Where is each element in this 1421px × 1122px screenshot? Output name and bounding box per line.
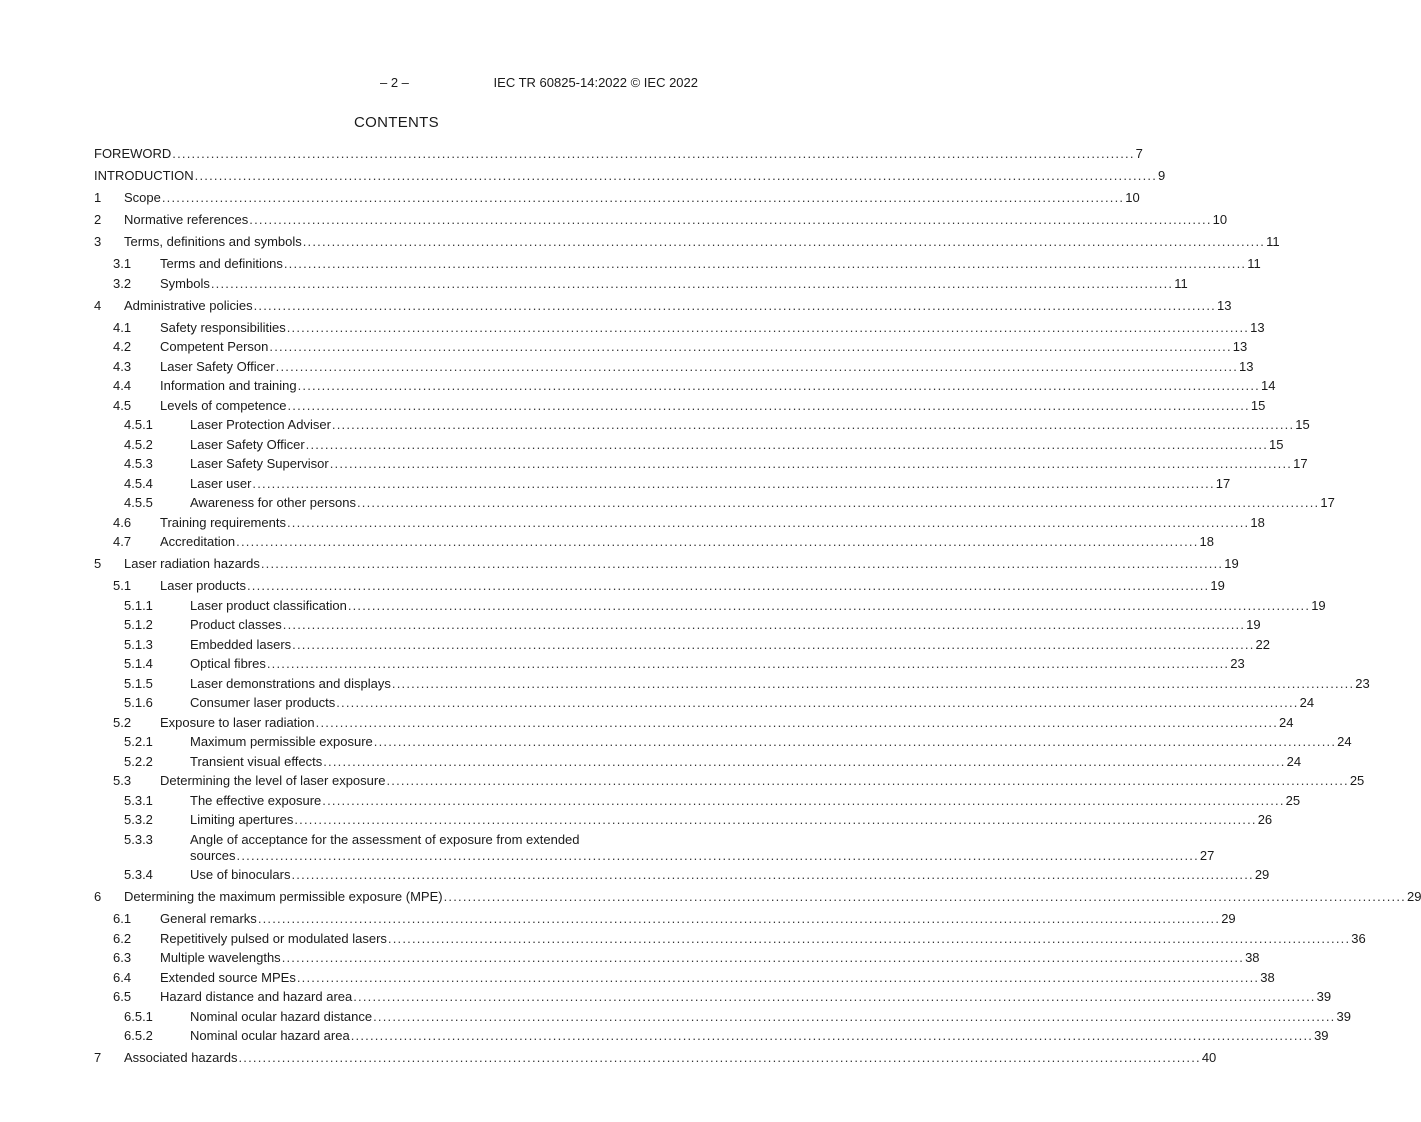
toc-entry-number: 4.5.4 — [124, 475, 153, 491]
toc-entry-title: Symbols — [160, 275, 210, 291]
toc-entry-title: Exposure to laser radiation — [160, 714, 315, 730]
toc-entry-number: 4.5 — [113, 397, 132, 413]
toc-leader-dots: ........................................................................................................................................................................................................ — [275, 358, 1239, 374]
toc-entry-number: 3 — [94, 234, 102, 249]
toc-entry-title: Laser Safety Officer — [160, 358, 275, 374]
toc-entry-title: Limiting apertures — [190, 812, 294, 827]
toc-entry-page: 19 — [1311, 597, 1326, 613]
toc-entry-number: 5.1.5 — [124, 675, 153, 691]
toc-entry-page: 39 — [1316, 989, 1332, 1004]
toc-entry-page: 17 — [1320, 495, 1335, 510]
toc-entry-page: 11 — [1247, 256, 1261, 271]
toc-entry-number: 5.2 — [113, 714, 132, 730]
toc-leader-dots: ........................................................................................................................................................................................................ — [249, 212, 1212, 227]
toc-leader-dots: ........................................................................................................................................................................................................ — [302, 234, 1266, 249]
toc-entry-page: 39 — [1314, 1028, 1329, 1043]
toc-entry-title: Accreditation — [160, 534, 236, 549]
toc-entry-page: 7 — [1135, 146, 1143, 161]
toc-entry-number: 5.1.3 — [124, 636, 153, 652]
toc-leader-dots: ........................................................................................................................................................................................................ — [260, 556, 1224, 571]
toc-leader-dots: ........................................................................................................................................................................................................ — [353, 989, 1316, 1004]
page-title: CONTENTS — [354, 114, 439, 131]
toc-entry-page: 14 — [1260, 378, 1276, 393]
toc-leader-dots: ........................................................................................................................................................................................................ — [172, 146, 1135, 161]
toc-entry-page: 19 — [1224, 556, 1239, 571]
toc-entry-number: 5.3.4 — [124, 867, 153, 882]
toc-entry-number: 4.6 — [113, 514, 132, 530]
toc-entry-number: 6.1 — [113, 911, 132, 926]
toc-entry-title: Laser product classification — [190, 597, 347, 613]
toc-leader-dots: ........................................................................................................................................................................................................ — [161, 190, 1125, 205]
toc-leader-dots: ........................................................................................................................................................................................................ — [286, 514, 1250, 530]
toc-entry-number: 4.3 — [113, 358, 132, 374]
toc-entry-title: Embedded lasers — [190, 636, 292, 652]
toc-leader-dots: ........................................................................................................................................................................................................ — [336, 695, 1299, 710]
toc-entry-page: 27 — [1199, 847, 1215, 863]
toc-entry-title: Repetitively pulsed or modulated lasers — [160, 930, 387, 946]
toc-leader-dots: ........................................................................................................................................................................................................ — [322, 792, 1285, 808]
toc-entry-title-continuation: sources — [190, 847, 236, 863]
toc-entry-number: 5.2.1 — [124, 734, 153, 749]
toc-entry-page: 40 — [1201, 1050, 1217, 1065]
toc-entry-page: 13 — [1232, 339, 1248, 354]
toc-entry-number: 6.5.1 — [124, 1008, 153, 1024]
toc-entry-page: 9 — [1158, 168, 1166, 183]
toc-entry-number: 4 — [94, 297, 102, 313]
toc-entry-page: 17 — [1215, 475, 1231, 491]
toc-entry-title: Laser Safety Officer — [190, 436, 305, 452]
toc-entry-page: 26 — [1257, 812, 1273, 827]
toc-entry-number: 1 — [94, 190, 102, 205]
toc-entry-page: 15 — [1269, 436, 1284, 452]
toc-entry-title: Safety responsibilities — [160, 319, 286, 335]
toc-leader-dots: ........................................................................................................................................................................................................ — [373, 1008, 1336, 1024]
toc-entry-page: 10 — [1212, 212, 1228, 227]
toc-entry-page: 22 — [1255, 636, 1271, 652]
toc-entry-page: 23 — [1230, 656, 1245, 671]
standard-reference: IEC TR 60825-14:2022 © IEC 2022 — [493, 75, 698, 90]
toc-entry-title: Product classes — [190, 617, 282, 632]
toc-entry-page: 24 — [1286, 753, 1302, 769]
toc-leader-dots: ........................................................................................................................................................................................................ — [283, 256, 1247, 271]
toc-entry-title: Competent Person — [160, 339, 269, 354]
toc-entry-page: 29 — [1254, 867, 1270, 882]
toc-entry-title: Training requirements — [160, 514, 286, 530]
toc-entry-page: 36 — [1351, 930, 1366, 946]
toc-leader-dots: ........................................................................................................................................................................................................ — [282, 617, 1246, 632]
toc-entry-number: 6 — [94, 889, 102, 904]
toc-leader-dots: ........................................................................................................................................................................................................ — [296, 969, 1260, 985]
toc-entry-title: General remarks — [160, 911, 257, 926]
toc-leader-dots: ........................................................................................................................................................................................................ — [305, 436, 1269, 452]
toc-leader-dots: ........................................................................................................................................................................................................ — [297, 378, 1260, 393]
toc-entry-page: 24 — [1299, 695, 1315, 710]
toc-entry-title: Consumer laser products — [190, 695, 336, 710]
toc-leader-dots: ........................................................................................................................................................................................................ — [291, 867, 1254, 882]
toc-entry-page: 15 — [1250, 397, 1266, 413]
toc-entry-page: 19 — [1246, 617, 1261, 632]
toc-entry-title: Optical fibres — [190, 656, 266, 671]
toc-entry-title: Levels of competence — [160, 397, 287, 413]
toc-entry-title: The effective exposure — [190, 792, 322, 808]
toc-entry-page: 25 — [1349, 773, 1365, 788]
toc-entry-number: 5.3.2 — [124, 812, 153, 827]
toc-entry-page: 39 — [1336, 1008, 1351, 1024]
toc-entry-page: 19 — [1210, 578, 1225, 593]
toc-entry-title: Administrative policies — [124, 297, 253, 313]
toc-leader-dots: ........................................................................................................................................................................................................ — [331, 417, 1295, 432]
toc-entry-page: 15 — [1295, 417, 1310, 432]
toc-entry-number: 4.7 — [113, 534, 132, 549]
toc-entry-title: Transient visual effects — [190, 753, 323, 769]
toc-leader-dots: ........................................................................................................................................................................................................ — [252, 475, 1215, 491]
toc-entry-number: 4.5.2 — [124, 436, 153, 452]
toc-entry-page: 23 — [1355, 675, 1370, 691]
toc-entry-page: 18 — [1250, 514, 1265, 530]
toc-entry-title: Use of binoculars — [190, 867, 291, 882]
toc-leader-dots: ........................................................................................................................................................................................................ — [329, 456, 1293, 471]
toc-leader-dots: ........................................................................................................................................................................................................ — [236, 847, 1199, 863]
toc-leader-dots: ........................................................................................................................................................................................................ — [281, 950, 1245, 965]
toc-leader-dots: ........................................................................................................................................................................................................ — [210, 275, 1174, 291]
toc-leader-dots: ........................................................................................................................................................................................................ — [347, 597, 1311, 613]
toc-leader-dots: ........................................................................................................................................................................................................ — [287, 397, 1250, 413]
toc-entry-page: 10 — [1125, 190, 1140, 205]
toc-entry-number: 5.1.4 — [124, 656, 153, 671]
toc-leader-dots: ........................................................................................................................................................................................................ — [391, 675, 1355, 691]
toc-entry-number: 5.2.2 — [124, 753, 153, 769]
toc-entry-page: 29 — [1221, 911, 1236, 926]
toc-entry-number: 2 — [94, 212, 102, 227]
toc-entry-number: 5.3 — [113, 773, 132, 788]
toc-leader-dots: ........................................................................................................................................................................................................ — [386, 773, 1349, 788]
toc-leader-dots: ........................................................................................................................................................................................................ — [315, 714, 1279, 730]
toc-entry-page: 13 — [1216, 297, 1232, 313]
toc-entry-title: Scope — [124, 190, 161, 205]
toc-entry-title: Normative references — [124, 212, 249, 227]
toc-entry-page: 29 — [1406, 889, 1421, 904]
toc-leader-dots: ........................................................................................................................................................................................................ — [350, 1028, 1314, 1043]
toc-entry-title: Maximum permissible exposure — [190, 734, 373, 749]
toc-entry-number: 5.1 — [113, 578, 132, 593]
toc-entry-number: 6.2 — [113, 930, 132, 946]
toc-entry-page: 13 — [1250, 319, 1265, 335]
toc-leader-dots: ........................................................................................................................................................................................................ — [323, 753, 1286, 769]
toc-leader-dots: ........................................................................................................................................................................................................ — [238, 1050, 1201, 1065]
toc-entry-number: 6.5.2 — [124, 1028, 153, 1043]
toc-entry-number: 5.3.3 — [124, 831, 153, 847]
toc-entry-page: 13 — [1239, 358, 1254, 374]
toc-entry-page: 11 — [1266, 234, 1280, 249]
toc-entry-title: Laser products — [160, 578, 246, 593]
toc-leader-dots: ........................................................................................................................................................................................................ — [266, 656, 1230, 671]
toc-entry-title: FOREWORD — [94, 146, 172, 161]
toc-entry-number: 5.3.1 — [124, 792, 153, 808]
toc-entry-number: 5.1.2 — [124, 617, 153, 632]
toc-entry-title: INTRODUCTION — [94, 168, 194, 183]
toc-entry-title: Awareness for other persons — [190, 495, 356, 510]
toc-entry-page: 17 — [1293, 456, 1308, 471]
toc-entry-page: 24 — [1337, 734, 1352, 749]
toc-entry-number: 6.4 — [113, 969, 132, 985]
toc-entry-title: Angle of acceptance for the assessment of exposure from extended — [190, 831, 580, 847]
toc-entry-number: 4.4 — [113, 378, 132, 393]
toc-leader-dots: ........................................................................................................................................................................................................ — [286, 319, 1250, 335]
toc-entry-number: 7 — [94, 1050, 102, 1065]
toc-entry-number: 4.5.1 — [124, 417, 153, 432]
toc-entry-page: 38 — [1260, 969, 1275, 985]
toc-entry-title: Laser user — [190, 475, 252, 491]
toc-leader-dots: ........................................................................................................................................................................................................ — [292, 636, 1255, 652]
page-number: – 2 – — [380, 75, 409, 90]
toc-entry-number: 3.2 — [113, 275, 132, 291]
toc-entry-title: Nominal ocular hazard area — [190, 1028, 350, 1043]
toc-entry-title: Determining the maximum permissible exposure (MPE) — [124, 889, 443, 904]
toc-entry-page: 38 — [1245, 950, 1260, 965]
toc-entry-title: Laser demonstrations and displays — [190, 675, 391, 691]
toc-entry-title: Hazard distance and hazard area — [160, 989, 353, 1004]
toc-leader-dots: ........................................................................................................................................................................................................ — [269, 339, 1232, 354]
toc-leader-dots: ........................................................................................................................................................................................................ — [443, 889, 1406, 904]
toc-entry-number: 5 — [94, 556, 102, 571]
toc-entry-number: 4.2 — [113, 339, 132, 354]
toc-leader-dots: ........................................................................................................................................................................................................ — [247, 578, 1210, 593]
toc-entry-page: 25 — [1285, 792, 1301, 808]
toc-leader-dots: ........................................................................................................................................................................................................ — [373, 734, 1337, 749]
toc-entry-number: 6.3 — [113, 950, 132, 965]
toc-entry-page: 18 — [1199, 534, 1214, 549]
toc-entry-title: Information and training — [160, 378, 297, 393]
toc-entry-title: Terms and definitions — [160, 256, 283, 271]
toc-entry-number: 5.1.6 — [124, 695, 153, 710]
toc-entry-title: Laser radiation hazards — [124, 556, 260, 571]
toc-entry-number: 3.1 — [113, 256, 132, 271]
toc-entry-title: Multiple wavelengths — [160, 950, 281, 965]
toc-entry-number: 6.5 — [113, 989, 132, 1004]
toc-leader-dots: ........................................................................................................................................................................................................ — [253, 297, 1216, 313]
toc-entry-title: Laser Safety Supervisor — [190, 456, 329, 471]
toc-entry-title: Extended source MPEs — [160, 969, 296, 985]
toc-entry-number: 4.1 — [113, 319, 132, 335]
toc-leader-dots: ........................................................................................................................................................................................................ — [356, 495, 1320, 510]
toc-entry-title: Determining the level of laser exposure — [160, 773, 386, 788]
toc-entry-number: 4.5.3 — [124, 456, 153, 471]
toc-entry-title: Laser Protection Adviser — [190, 417, 331, 432]
toc-leader-dots: ........................................................................................................................................................................................................ — [236, 534, 1199, 549]
toc-entry-page: 24 — [1279, 714, 1294, 730]
toc-entry-number: 5.1.1 — [124, 597, 153, 613]
toc-entry-page: 11 — [1174, 275, 1188, 291]
toc-entry-number: 4.5.5 — [124, 495, 153, 510]
toc-leader-dots: ........................................................................................................................................................................................................ — [257, 911, 1221, 926]
toc-entry-title: Associated hazards — [124, 1050, 238, 1065]
toc-entry-title: Terms, definitions and symbols — [124, 234, 302, 249]
toc-leader-dots: ........................................................................................................................................................................................................ — [387, 930, 1351, 946]
toc-entry-title: Nominal ocular hazard distance — [190, 1008, 373, 1024]
toc-leader-dots: ........................................................................................................................................................................................................ — [194, 168, 1158, 183]
toc-leader-dots: ........................................................................................................................................................................................................ — [294, 812, 1257, 827]
